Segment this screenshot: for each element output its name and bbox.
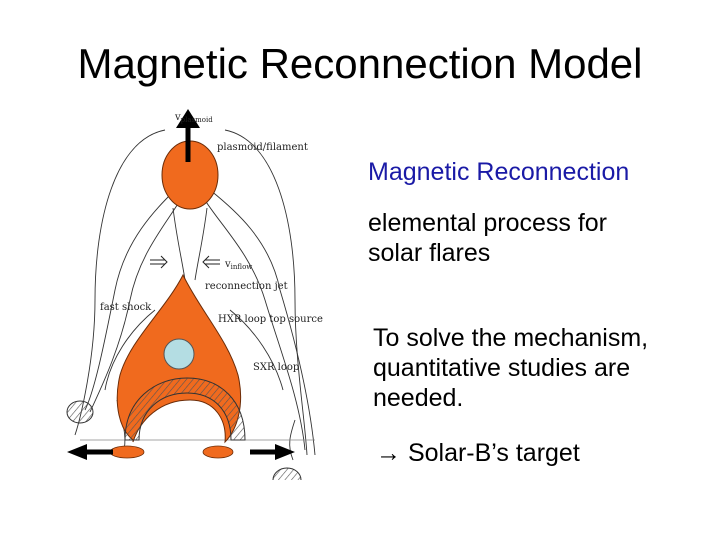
fast-shock-label: fast shock	[100, 302, 152, 313]
v-inflow-label: $v_{inflow}$	[225, 259, 253, 271]
slide-title: Magnetic Reconnection Model	[77, 40, 643, 87]
target-arrow-icon: →	[376, 439, 401, 467]
right-footpoint	[273, 468, 301, 480]
plasmoid-label: plasmoid/filament	[217, 142, 308, 153]
v-plasmoid-label: $v_{plasmoid}$	[175, 112, 213, 124]
target-text: Solar-B’s target	[401, 439, 580, 467]
hxr-loop-top-source	[164, 339, 194, 369]
hxr-label: HXR loop top source	[218, 314, 323, 325]
heading-magnetic-reconnection: Magnetic Reconnection	[368, 158, 630, 186]
solve-mechanism-text: To solve the mechanism, quantitative studies are needed.	[373, 324, 649, 412]
left-footpoint	[67, 401, 93, 423]
inflow-arrows	[150, 256, 220, 268]
left-footpoint-ribbon	[110, 446, 144, 458]
right-footpoint-ribbon	[203, 446, 233, 458]
left-arrowhead	[67, 444, 87, 460]
sxr-label: SXR loop	[253, 362, 300, 373]
solar-b-target	[376, 438, 580, 468]
elemental-process-text: elemental process for solar flares	[368, 209, 608, 267]
reconnection-diagram	[55, 100, 355, 480]
reconnection-jet-label: reconnection jet	[205, 281, 288, 292]
